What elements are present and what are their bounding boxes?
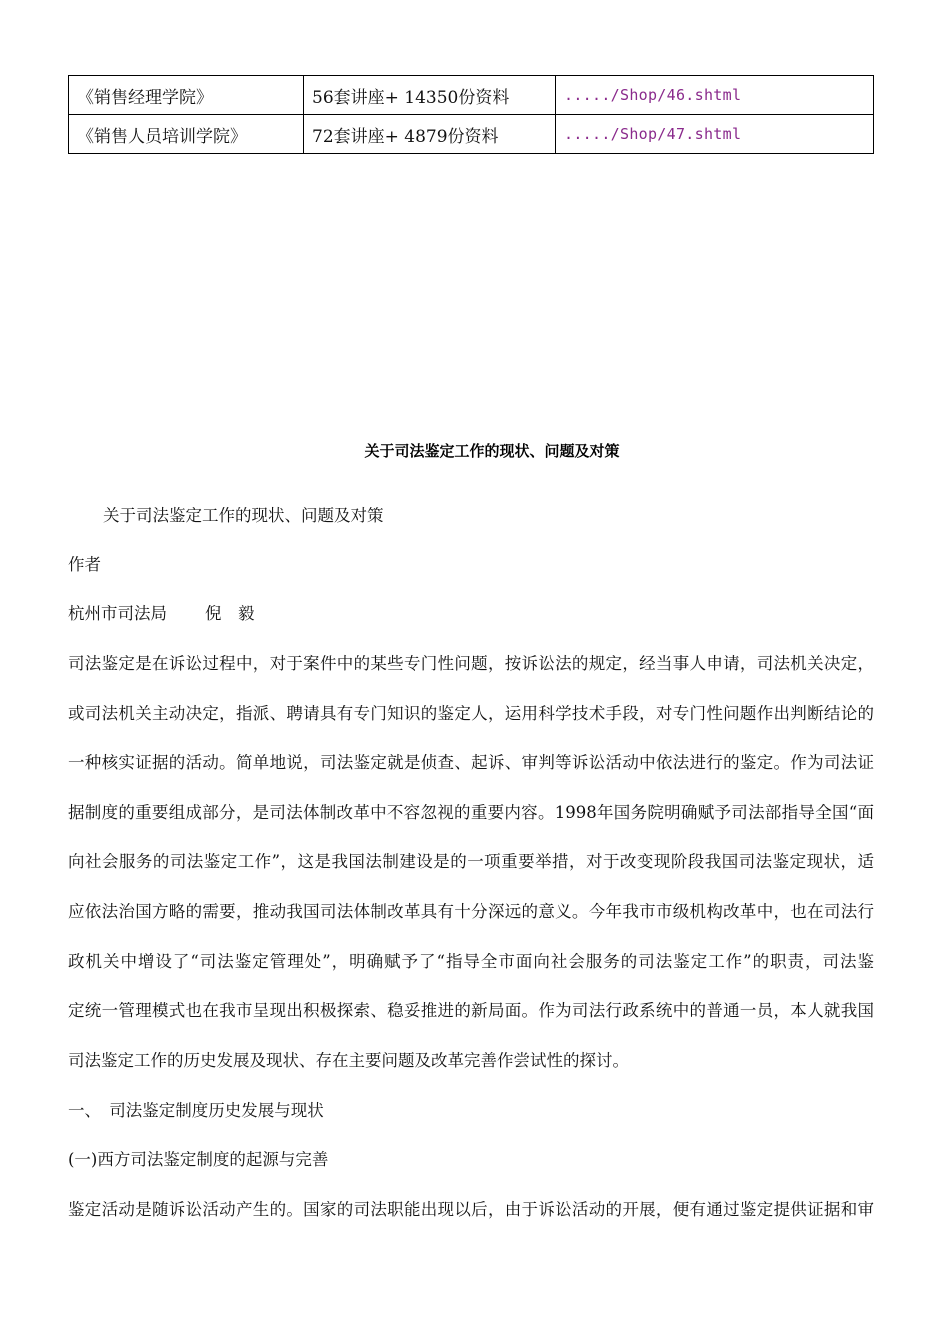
course-content-cell: 72套讲座+ 4879份资料: [304, 115, 556, 154]
paragraph-line: 向社会服务的司法鉴定工作”，这是我国法制建设是的一项重要举措，对于改变现阶段我国司法鉴定现状，适: [68, 852, 874, 871]
paragraph-line: 一种核实证据的活动。简单地说，司法鉴定就是侦查、起诉、审判等诉讼活动中依法进行的鉴定。作为司法证: [68, 753, 874, 772]
paragraph-line: 定统一管理模式也在我市呈现出积极探索、稳妥推进的新局面。作为司法行政系统中的普通一员，本人就我国: [68, 1001, 874, 1020]
article-subtitle: 关于司法鉴定工作的现状、问题及对策: [103, 506, 384, 525]
resource-table: [68, 75, 874, 154]
author-name: 倪 毅: [205, 604, 255, 623]
course-link[interactable]: ...../Shop/47.shtml: [556, 115, 874, 154]
paragraph-line: 据制度的重要组成部分，是司法体制改革中不容忽视的重要内容。1998年国务院明确赋予司法部指导全国“面: [68, 803, 874, 822]
course-link[interactable]: ...../Shop/46.shtml: [556, 76, 874, 115]
table-row: [69, 76, 874, 115]
paragraph-line: 政机关中增设了“司法鉴定管理处”，明确赋予了“指导全市面向社会服务的司法鉴定工作”的职责，司法鉴: [68, 952, 874, 971]
course-name-cell: 《销售人员培训学院》: [69, 115, 304, 154]
paragraph-line: 鉴定活动是随诉讼活动产生的。国家的司法职能出现以后，由于诉讼活动的开展，便有通过鉴定提供证据和审: [68, 1200, 874, 1219]
article-title: 关于司法鉴定工作的现状、问题及对策: [364, 442, 620, 460]
course-content-cell: 56套讲座+ 14350份资料: [304, 76, 556, 115]
section-heading: 一、 司法鉴定制度历史发展与现状: [68, 1101, 324, 1120]
paragraph-line: 应依法治国方略的需要，推动我国司法体制改革具有十分深远的意义。今年我市市级机构改革中，也在司法行: [68, 902, 874, 921]
paragraph-line: 司法鉴定工作的历史发展及现状、存在主要问题及改革完善作尝试性的探讨。: [68, 1051, 629, 1070]
author-label: 作者: [68, 555, 101, 574]
subsection-heading: (一)西方司法鉴定制度的起源与完善: [68, 1150, 329, 1169]
author-line: [68, 603, 255, 625]
paragraph-line: 司法鉴定是在诉讼过程中，对于案件中的某些专门性问题，按诉讼法的规定，经当事人申请，司法机关决定，: [68, 654, 874, 673]
paragraph-line: 或司法机关主动决定，指派、聘请具有专门知识的鉴定人，运用科学技术手段，对专门性问题作出判断结论的: [68, 704, 874, 723]
table-row: [69, 115, 874, 154]
author-org: 杭州市司法局: [68, 604, 167, 623]
course-name-cell: 《销售经理学院》: [69, 76, 304, 115]
